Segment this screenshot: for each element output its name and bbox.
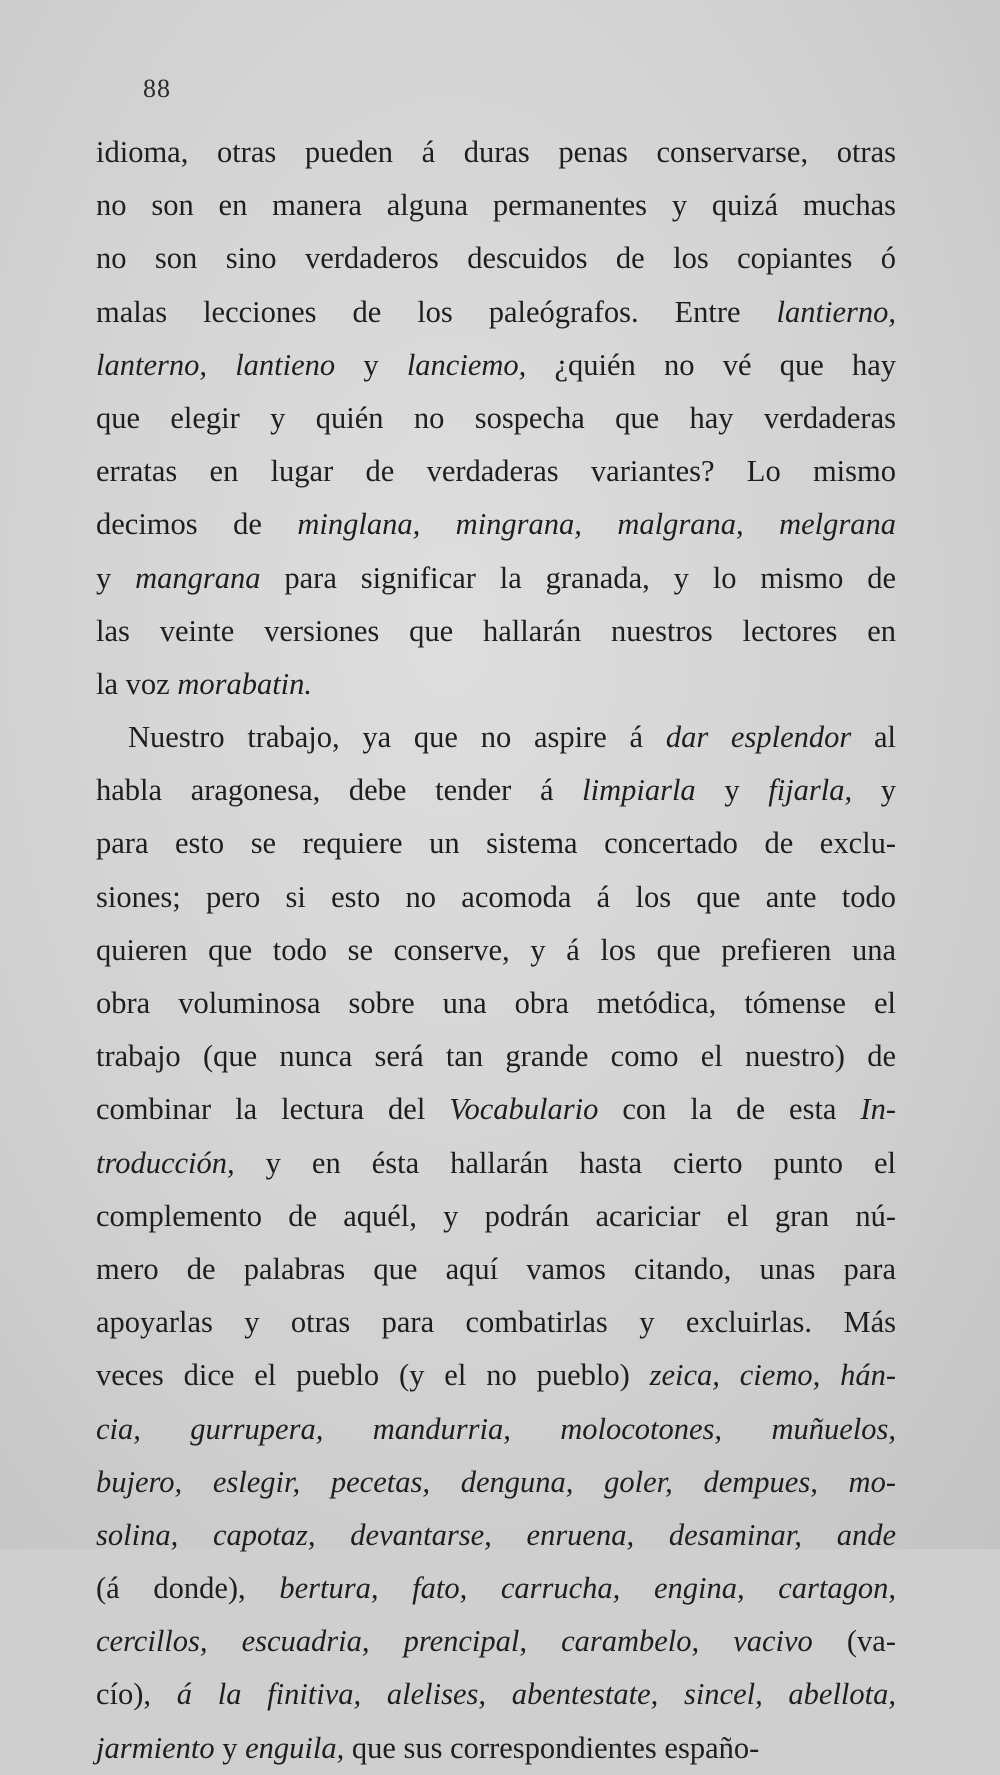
text-line — [96, 1083, 896, 1136]
italic-term: dar esplendor — [665, 720, 852, 755]
italic-term: zeica, ciemo, hán- — [649, 1358, 896, 1393]
text-line — [96, 179, 896, 232]
text-run: no son en manera alguna permanentes y quizá muchas — [96, 188, 896, 223]
text-run: siones; pero si esto no acomoda á los que ante todo — [96, 879, 896, 914]
text-line — [96, 1722, 896, 1775]
text-run: decimos de — [96, 507, 298, 542]
text-run: apoyarlas y otras para combatirlas y excluirlas. Más — [96, 1305, 896, 1340]
text-run: complemento de aquél, y podrán acariciar el gran nú- — [96, 1198, 896, 1233]
text-run: que elegir y quién no sospecha que hay verdaderas — [96, 400, 896, 435]
italic-term: In- — [860, 1092, 896, 1127]
italic-term: Vocabulario — [449, 1092, 599, 1127]
text-line — [96, 711, 896, 764]
text-run: combinar la lectura del — [96, 1092, 450, 1127]
text-run: habla aragonesa, debe tender á — [96, 773, 583, 808]
text-line — [96, 1349, 896, 1402]
text-run: y — [96, 560, 136, 595]
text-run: no son sino verdaderos descuidos de los copiantes ó — [96, 241, 896, 276]
italic-term: troducción, — [96, 1145, 235, 1180]
italic-term: lanciemo, — [406, 347, 527, 382]
text-line — [96, 339, 896, 392]
text-run: para significar la granada, y lo mismo de — [260, 560, 896, 595]
italic-term: lantierno, — [776, 294, 896, 329]
text-line — [96, 1456, 896, 1509]
text-line — [96, 658, 896, 711]
text-line — [96, 1296, 896, 1349]
page-number: 88 — [143, 74, 171, 103]
italic-term: bujero, eslegir, pecetas, denguna, goler, dempues, mo- — [96, 1464, 896, 1499]
text-run: trabajo (que nunca será tan grande como el nuestro) de — [96, 1039, 896, 1074]
text-line — [96, 498, 896, 551]
text-run: las veinte versiones que hallarán nuestros lectores en — [96, 613, 896, 648]
italic-term: mangrana — [135, 560, 261, 595]
text-run: mero de palabras que aquí vamos citando, unas para — [96, 1251, 896, 1286]
text-line — [96, 126, 896, 179]
text-run: cío), — [96, 1677, 177, 1712]
text-line — [96, 977, 896, 1030]
text-line — [96, 1137, 896, 1190]
text-line — [96, 1030, 896, 1083]
text-run: la voz — [96, 666, 178, 701]
text-run: erratas en lugar de verdaderas variantes? Lo mismo — [96, 454, 896, 489]
text-run: idioma, otras pueden á duras penas conservarse, otras — [96, 135, 896, 169]
text-line — [96, 1509, 896, 1562]
text-line — [96, 1190, 896, 1243]
text-line — [96, 817, 896, 870]
text-run: para esto se requiere un sistema concertado de exclu- — [96, 826, 896, 861]
italic-term: bertura, fato, carrucha, engina, cartagon, — [279, 1571, 897, 1606]
text-line — [96, 871, 896, 924]
text-run: y en ésta hallarán hasta cierto punto el — [234, 1145, 896, 1180]
paragraph — [96, 711, 896, 1775]
paragraph — [96, 126, 896, 711]
italic-term: cercillos, escuadria, prencipal, carambelo, vacivo — [96, 1624, 813, 1659]
text-line — [96, 1403, 896, 1456]
text-run: y — [852, 773, 897, 808]
text-line — [96, 1615, 896, 1668]
italic-term: minglana, mingrana, malgrana, melgrana — [297, 507, 896, 542]
text-run: y — [214, 1730, 246, 1765]
text-run: que sus correspondientes españo- — [344, 1730, 760, 1765]
text-line — [96, 1668, 896, 1721]
italic-term: cia, gurrupera, mandurria, molocotones, muñuelos, — [96, 1411, 896, 1446]
body-text — [96, 126, 896, 1775]
text-line — [96, 1562, 896, 1615]
text-line — [96, 924, 896, 977]
italic-term: morabatin. — [177, 666, 313, 701]
text-run: Nuestro trabajo, ya que no aspire á — [128, 720, 666, 755]
text-run: quieren que todo se conserve, y á los que prefieren una — [96, 932, 896, 967]
italic-term: enguila, — [245, 1730, 345, 1765]
text-run: (va- — [812, 1624, 896, 1659]
italic-term: fijarla, — [768, 773, 853, 808]
text-run: al — [851, 720, 896, 755]
text-line — [96, 445, 896, 498]
text-run: malas lecciones de los paleógrafos. Entre — [96, 294, 777, 329]
italic-term: jarmiento — [96, 1730, 215, 1765]
text-line — [96, 286, 896, 339]
text-run: ¿quién no vé que hay — [526, 347, 896, 382]
text-line — [96, 552, 896, 605]
text-run: veces dice el pueblo (y el no pueblo) — [96, 1358, 650, 1393]
text-line — [96, 392, 896, 445]
text-run: y — [335, 347, 407, 382]
text-run: obra voluminosa sobre una obra metódica, tómense el — [96, 986, 896, 1020]
text-line — [96, 605, 896, 658]
text-run: (á donde), — [96, 1571, 280, 1606]
text-line — [96, 1243, 896, 1296]
text-run: y — [695, 773, 769, 808]
text-line — [96, 764, 896, 817]
italic-term: limpiarla — [582, 773, 696, 808]
text-line — [96, 232, 896, 285]
italic-term: á la finitiva, alelises, abentestate, sincel, abellota, — [176, 1677, 897, 1712]
italic-term: lanterno, lantieno — [96, 347, 336, 382]
italic-term: solina, capotaz, devantarse, enruena, desaminar, ande — [96, 1517, 896, 1552]
text-run: con la de esta — [598, 1092, 861, 1127]
